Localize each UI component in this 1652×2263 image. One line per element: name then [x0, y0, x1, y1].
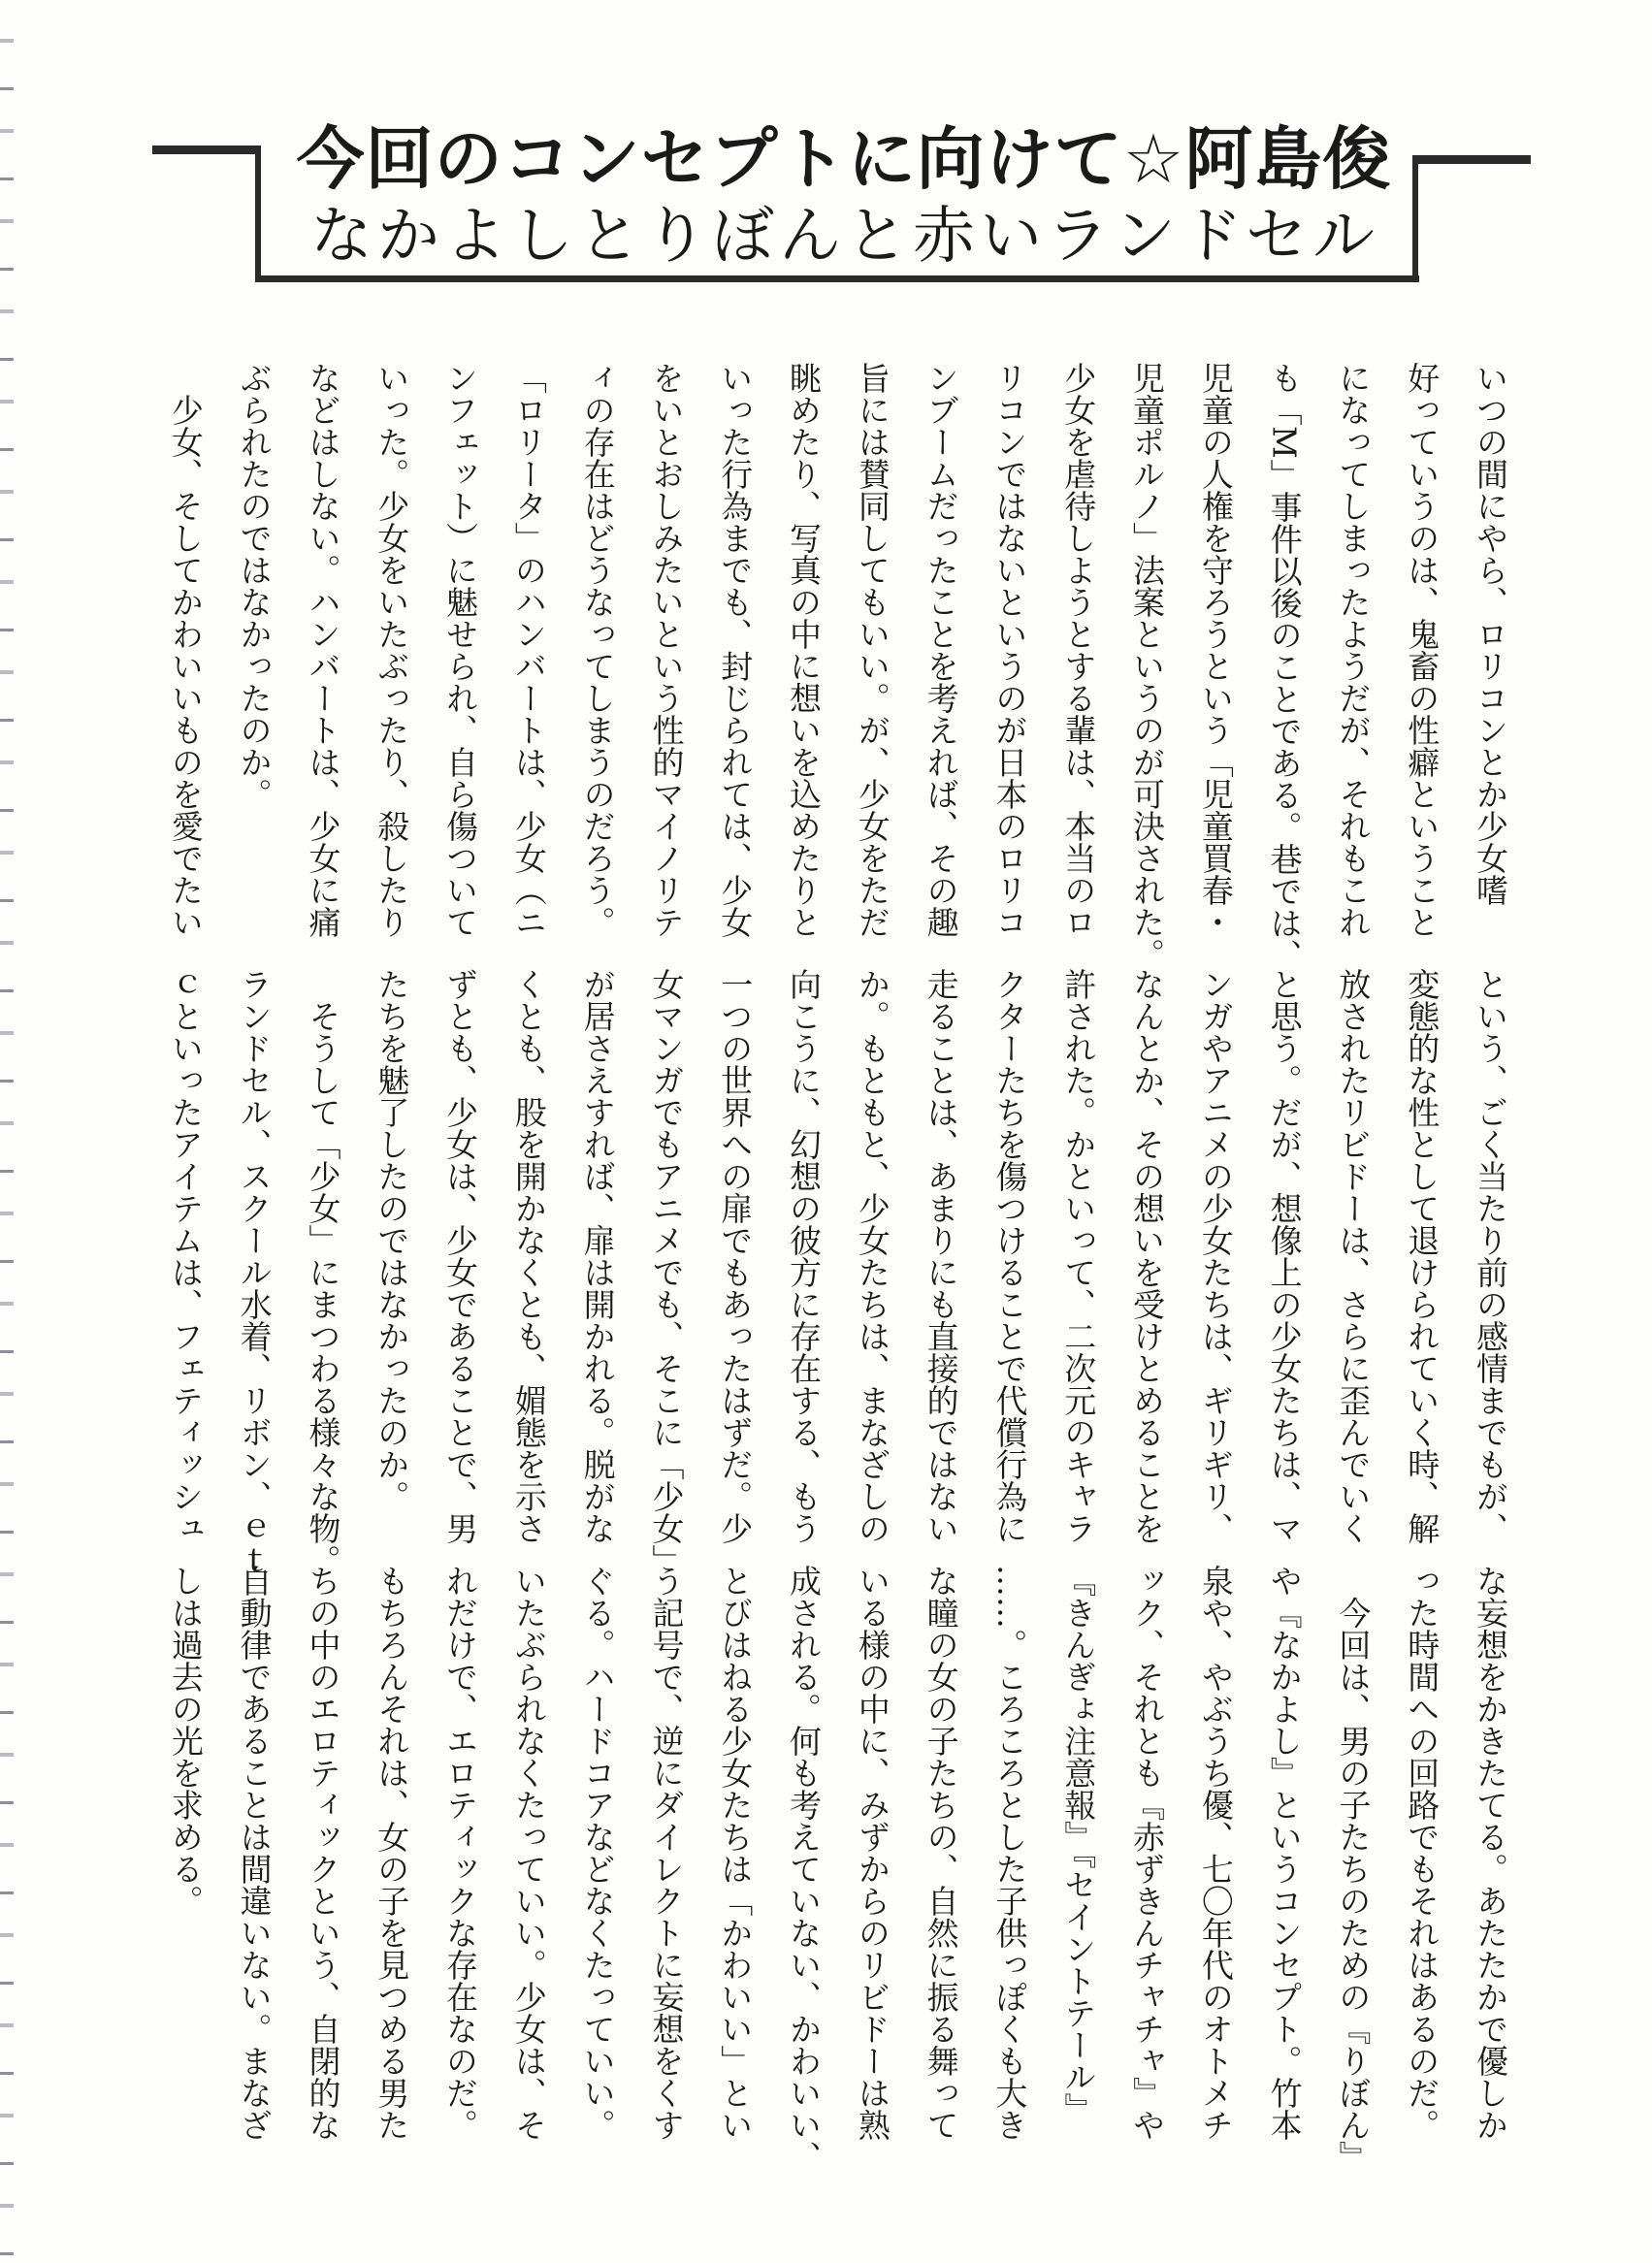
- text-block-1: [150, 362, 1524, 971]
- text-line: か。もともと、少女たちは、まなざしの: [853, 968, 891, 1544]
- text-line: 眺めたり、写真の中に想いを込めたりと: [785, 362, 824, 938]
- text-line: いる様の中に、みずからのリビドーは熟: [853, 1565, 891, 2141]
- text-line: 向こうに、幻想の彼方に存在する、もう: [785, 968, 824, 1544]
- text-line: 一つの世界への扉でもあったはずだ。少: [716, 968, 755, 1544]
- text-line: ちの中のエロティックという、自閉的な: [304, 1565, 342, 2141]
- text-line: ランドセル、スクール水着、リボン、ｅｔ: [235, 968, 274, 1576]
- text-line: とびはねる少女たちは「かわいい」とい: [716, 1565, 755, 2141]
- text-line: もちろんそれは、女の子を見つめる男た: [373, 1565, 411, 2141]
- text-line: ンブームだったことを考えれば、その趣: [922, 362, 960, 938]
- text-line: ずとも、少女は、少女であることで、男: [441, 968, 480, 1544]
- text-line: な瞳の女の子たちの、自然に振る舞って: [922, 1565, 960, 2141]
- text-line: たちを魅了したのではなかったのか。: [373, 968, 411, 1512]
- text-line: ンガやアニメの少女たちは、ギリギリ、: [1196, 968, 1235, 1544]
- text-line: いつの間にやら、ロリコンとか少女嗜: [1472, 362, 1509, 906]
- text-line: ンフェット）に魅せられ、自ら傷ついて: [441, 362, 480, 938]
- text-block-3: [150, 1565, 1524, 2173]
- article-title: 今回のコンセプトに向けて☆阿島俊: [296, 119, 1392, 199]
- text-line: 泉や、やぶうち優、七〇年代のオトメチ: [1196, 1565, 1235, 2141]
- text-line: 「ロリータ」のハンバートは、少女（ニ: [509, 362, 548, 938]
- text-line: リコンではないというのが日本のロリコ: [990, 362, 1029, 938]
- text-line: をいとおしみたいという性的マイノリテ: [647, 362, 686, 938]
- text-line: クターたちを傷つけることで代償行為に: [990, 968, 1029, 1544]
- text-line: 許された。かといって、二次元のキャラ: [1059, 968, 1098, 1544]
- text-line: う記号で、逆にダイレクトに妄想をくす: [647, 1565, 686, 2141]
- text-line: 今回は、男の子たちのための『りぼん』: [1334, 1565, 1373, 2173]
- text-line: 児童ポルノ」法案というのが可決された。: [1128, 362, 1167, 970]
- text-line: そうして「少女」にまつわる様々な物。: [304, 968, 342, 1576]
- text-line: などはしない。ハンバートは、少女に痛: [304, 362, 342, 938]
- text-line: 変態的な性として退けられていく時、解: [1403, 968, 1441, 1544]
- text-line: った時間への回路でもそれはあるのだ。: [1403, 1565, 1441, 2141]
- text-line: 旨には賛同してもいい。が、少女をただ: [853, 362, 891, 938]
- text-line: や『なかよし』というコンセプト。竹本: [1265, 1565, 1304, 2141]
- text-line: ぐる。ハードコアなどなくたっていい。: [578, 1565, 617, 2141]
- text-line: 少女、そしてかわいいものを愛でたい: [166, 362, 205, 938]
- text-line: ィの存在はどうなってしまうのだろう。: [578, 362, 617, 938]
- scan-edge: [0, 0, 14, 2263]
- frame-left-side: [255, 145, 261, 281]
- text-line: 好っていうのは、鬼畜の性癖ということ: [1403, 362, 1441, 938]
- text-line: が居さえすれば、扉は開かれる。脱がな: [578, 968, 617, 1544]
- text-line: しは過去の光を求める。: [166, 1565, 205, 1917]
- text-block-2: [150, 968, 1524, 1576]
- text-line: ｃといったアイテムは、フェティッシュ: [166, 968, 205, 1544]
- text-line: いたぶられなくたっていい。少女は、そ: [509, 1565, 548, 2141]
- text-line: 女マンガでもアニメでも、そこに「少女」: [647, 968, 686, 1576]
- text-line: という、ごく当たり前の感情までもが、: [1472, 968, 1509, 1544]
- frame-bottom: [255, 275, 1419, 282]
- text-line: 少女を虐待しようとする輩は、本当のロ: [1059, 362, 1098, 938]
- text-line: ぶられたのではなかったのか。: [235, 362, 274, 810]
- frame-right-side: [1412, 155, 1418, 282]
- text-line: 走ることは、あまりにも直接的ではない: [922, 968, 960, 1544]
- text-line: 放されたリビドーは、さらに歪んでいく: [1334, 968, 1373, 1544]
- text-line: 自動律であることは間違いない。まなざ: [235, 1565, 274, 2141]
- text-line: 成される。何も考えていない、かわいい、: [785, 1565, 824, 2173]
- article-subtitle: なかよしとりぼんと赤いランドセル: [309, 201, 1380, 273]
- text-line: れだけで、エロティックな存在なのだ。: [441, 1565, 480, 2141]
- text-line: くとも、股を開かなくとも、媚態を示さ: [509, 968, 548, 1544]
- text-line: いった行為までも、封じられては、少女: [716, 362, 755, 938]
- text-line: になってしまったようだが、それもこれ: [1334, 362, 1373, 938]
- text-line: 『きんぎょ注意報』『セイントテール』: [1059, 1565, 1098, 2125]
- text-line: と思う。だが、想像上の少女たちは、マ: [1265, 968, 1304, 1544]
- text-line: ック、それとも『赤ずきんチャチャ』や: [1128, 1565, 1167, 2141]
- frame-right-bar: [1412, 155, 1531, 164]
- text-line: いった。少女をいたぶったり、殺したり: [373, 362, 411, 938]
- text-line: 児童の人権を守ろうという「児童買春・: [1196, 362, 1235, 938]
- text-line: な妄想をかきたてる。あたたかで優しか: [1472, 1565, 1509, 2141]
- text-line: なんとか、その想いを受けとめることを: [1128, 968, 1167, 1544]
- text-line: ……。ころころとした子供っぽくも大き: [990, 1565, 1029, 2141]
- frame-left-bar: [152, 145, 261, 154]
- text-line: も「M」事件以後のことである。巷では、: [1265, 362, 1304, 971]
